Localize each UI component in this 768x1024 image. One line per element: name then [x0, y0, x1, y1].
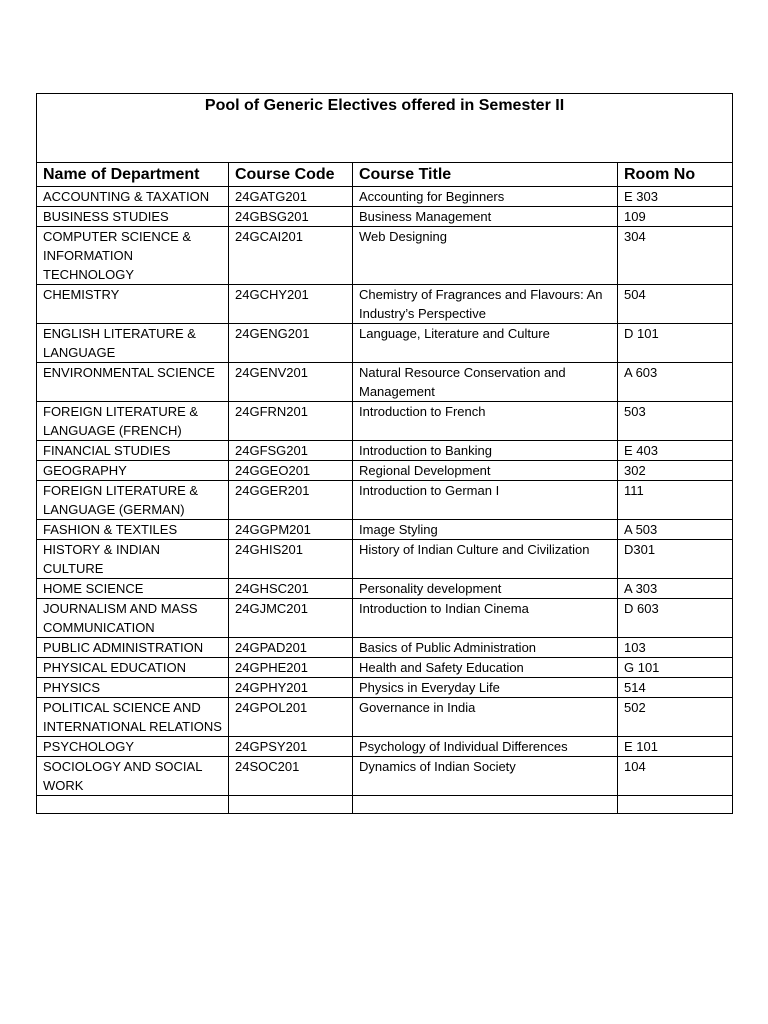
room-no-cell: D 101	[618, 324, 733, 363]
room-no-cell: G 101	[618, 658, 733, 678]
empty-cell	[37, 796, 229, 814]
course-code-cell: 24GJMC201	[229, 599, 353, 638]
table-row	[37, 698, 733, 737]
course-title-cell: Image Styling	[353, 520, 618, 540]
course-code-cell: 24GHIS201	[229, 540, 353, 579]
course-code-cell: 24GHSC201	[229, 579, 353, 599]
room-no-cell: D301	[618, 540, 733, 579]
course-title-cell: Personality development	[353, 579, 618, 599]
table-row	[37, 658, 733, 678]
course-title-cell: Accounting for Beginners	[353, 187, 618, 207]
course-code-cell: 24GATG201	[229, 187, 353, 207]
course-title-cell: Regional Development	[353, 461, 618, 481]
department-cell: SOCIOLOGY AND SOCIAL WORK	[37, 757, 229, 796]
course-code-cell: 24GCHY201	[229, 285, 353, 324]
department-cell: ACCOUNTING & TAXATION	[37, 187, 229, 207]
department-cell: FOREIGN LITERATURE & LANGUAGE (GERMAN)	[37, 481, 229, 520]
room-no-cell: E 303	[618, 187, 733, 207]
room-no-cell: A 603	[618, 363, 733, 402]
course-title-cell: Introduction to Indian Cinema	[353, 599, 618, 638]
course-code-cell: 24GENG201	[229, 324, 353, 363]
course-code-cell: 24GGPM201	[229, 520, 353, 540]
department-cell: FOREIGN LITERATURE & LANGUAGE (FRENCH)	[37, 402, 229, 441]
table-row	[37, 363, 733, 402]
course-title-cell: Language, Literature and Culture	[353, 324, 618, 363]
course-title-cell: Psychology of Individual Differences	[353, 737, 618, 757]
table-row	[37, 461, 733, 481]
course-title-cell: Introduction to German I	[353, 481, 618, 520]
table-row	[37, 324, 733, 363]
table-row	[37, 207, 733, 227]
room-no-cell: E 101	[618, 737, 733, 757]
table-body	[37, 187, 733, 814]
room-no-cell: 302	[618, 461, 733, 481]
course-code-cell: 24GBSG201	[229, 207, 353, 227]
electives-table	[36, 93, 733, 814]
table-row	[37, 227, 733, 285]
course-code-cell: 24GFSG201	[229, 441, 353, 461]
table-row	[37, 520, 733, 540]
course-title-cell: Web Designing	[353, 227, 618, 285]
table-row	[37, 285, 733, 324]
course-title-cell: Governance in India	[353, 698, 618, 737]
department-cell: PSYCHOLOGY	[37, 737, 229, 757]
course-code-cell: 24GPHE201	[229, 658, 353, 678]
table-row	[37, 579, 733, 599]
course-title-cell: Introduction to Banking	[353, 441, 618, 461]
header-row	[37, 163, 733, 187]
room-no-cell: 103	[618, 638, 733, 658]
course-title-cell: Dynamics of Indian Society	[353, 757, 618, 796]
empty-cell	[353, 796, 618, 814]
department-cell: CHEMISTRY	[37, 285, 229, 324]
room-no-cell: 503	[618, 402, 733, 441]
table-row	[37, 187, 733, 207]
table-row	[37, 638, 733, 658]
department-cell: ENGLISH LITERATURE & LANGUAGE	[37, 324, 229, 363]
course-title-cell: Business Management	[353, 207, 618, 227]
course-code-cell: 24SOC201	[229, 757, 353, 796]
room-no-cell: 109	[618, 207, 733, 227]
table-row	[37, 757, 733, 796]
course-title-cell: Chemistry of Fragrances and Flavours: An Industry’s Perspective	[353, 285, 618, 324]
department-cell: FINANCIAL STUDIES	[37, 441, 229, 461]
table-row	[37, 678, 733, 698]
department-cell: PHYSICS	[37, 678, 229, 698]
empty-cell	[229, 796, 353, 814]
column-header-department: Name of Department	[37, 163, 229, 187]
department-cell: BUSINESS STUDIES	[37, 207, 229, 227]
course-title-cell: History of Indian Culture and Civilization	[353, 540, 618, 579]
table-title: Pool of Generic Electives offered in Semester II	[37, 94, 733, 163]
course-code-cell: 24GPSY201	[229, 737, 353, 757]
course-title-cell: Natural Resource Conservation and Management	[353, 363, 618, 402]
table-row	[37, 737, 733, 757]
room-no-cell: A 503	[618, 520, 733, 540]
empty-row	[37, 796, 733, 814]
course-title-cell: Basics of Public Administration	[353, 638, 618, 658]
course-code-cell: 24GFRN201	[229, 402, 353, 441]
course-title-cell: Health and Safety Education	[353, 658, 618, 678]
department-cell: PUBLIC ADMINISTRATION	[37, 638, 229, 658]
column-header-course-title: Course Title	[353, 163, 618, 187]
course-code-cell: 24GPHY201	[229, 678, 353, 698]
room-no-cell: E 403	[618, 441, 733, 461]
room-no-cell: A 303	[618, 579, 733, 599]
course-title-cell: Physics in Everyday Life	[353, 678, 618, 698]
department-cell: FASHION & TEXTILES	[37, 520, 229, 540]
room-no-cell: 304	[618, 227, 733, 285]
course-code-cell: 24GCAI201	[229, 227, 353, 285]
course-code-cell: 24GPAD201	[229, 638, 353, 658]
department-cell: POLITICAL SCIENCE AND INTERNATIONAL RELATIONS	[37, 698, 229, 737]
department-cell: GEOGRAPHY	[37, 461, 229, 481]
empty-cell	[618, 796, 733, 814]
table-row	[37, 540, 733, 579]
table-row	[37, 441, 733, 461]
table-row	[37, 402, 733, 441]
column-header-course-code: Course Code	[229, 163, 353, 187]
department-cell: JOURNALISM AND MASS COMMUNICATION	[37, 599, 229, 638]
course-code-cell: 24GENV201	[229, 363, 353, 402]
course-code-cell: 24GPOL201	[229, 698, 353, 737]
title-row	[37, 94, 733, 163]
room-no-cell: 502	[618, 698, 733, 737]
room-no-cell: 504	[618, 285, 733, 324]
table-row	[37, 481, 733, 520]
department-cell: COMPUTER SCIENCE & INFORMATION TECHNOLOGY	[37, 227, 229, 285]
course-title-cell: Introduction to French	[353, 402, 618, 441]
column-header-room-no: Room No	[618, 163, 733, 187]
room-no-cell: D 603	[618, 599, 733, 638]
department-cell: HISTORY & INDIAN CULTURE	[37, 540, 229, 579]
department-cell: HOME SCIENCE	[37, 579, 229, 599]
department-cell: ENVIRONMENTAL SCIENCE	[37, 363, 229, 402]
course-code-cell: 24GGEO201	[229, 461, 353, 481]
room-no-cell: 514	[618, 678, 733, 698]
department-cell: PHYSICAL EDUCATION	[37, 658, 229, 678]
room-no-cell: 111	[618, 481, 733, 520]
course-code-cell: 24GGER201	[229, 481, 353, 520]
table-row	[37, 599, 733, 638]
room-no-cell: 104	[618, 757, 733, 796]
